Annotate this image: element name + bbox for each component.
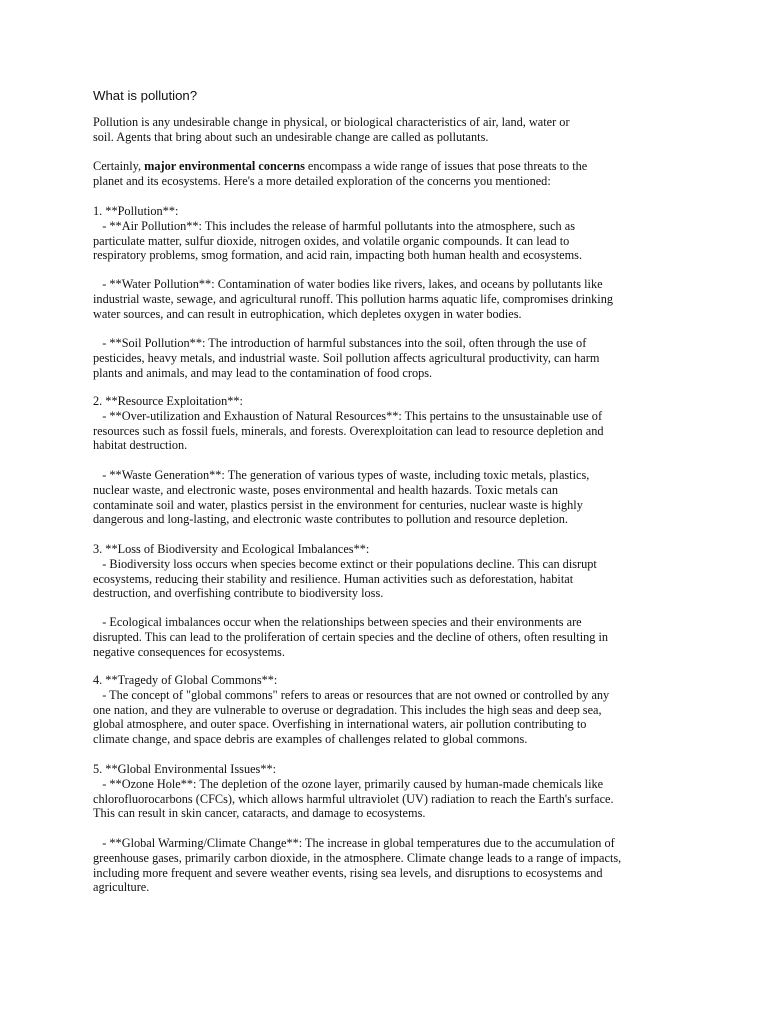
text-line: - **Global Warming/Climate Change**: The increase in global temperatures due to the accumulation of xyxy=(93,836,615,850)
text-line: negative consequences for ecosystems. xyxy=(93,644,285,659)
bold-phrase: major environmental concerns xyxy=(144,159,305,173)
text-line: agriculture. xyxy=(93,880,150,895)
text-line: greenhouse gases, primarily carbon dioxide, in the atmosphere. Climate change leads to a range of impacts, xyxy=(93,850,622,865)
text-line: - The concept of "global commons" refers to areas or resources that are not owned or controlled by any xyxy=(93,687,610,702)
text-line: - **Water Pollution**: Contamination of water bodies like rivers, lakes, and oceans by pollutants like xyxy=(93,277,603,291)
text-line: soil. Agents that bring about such an undesirable change are called as pollutants. xyxy=(93,129,489,144)
intro-paragraph xyxy=(93,159,693,189)
text-line: disrupted. This can lead to the proliferation of certain species and the decline of others, often resulting in xyxy=(93,629,609,644)
text-line: - **Waste Generation**: The generation of various types of waste, including toxic metals, plastics, xyxy=(93,468,590,482)
section-resource-exploitation xyxy=(93,394,693,453)
section-heading: 4. **Tragedy of Global Commons**: xyxy=(93,673,278,687)
section-global-commons xyxy=(93,673,693,747)
section-heading: 2. **Resource Exploitation**: xyxy=(93,394,243,408)
text-line: global atmosphere, and outer space. Overfishing in international waters, air pollution contributing to xyxy=(93,717,587,732)
text-line: This can result in skin cancer, cataracts, and damage to ecosystems. xyxy=(93,806,426,821)
text-line: habitat destruction. xyxy=(93,438,188,453)
text-line: chlorofluorocarbons (CFCs), which allows harmful ultraviolet (UV) radiation to reach the Earth's surface. xyxy=(93,791,614,806)
text-line: plants and animals, and may lead to the contamination of food crops. xyxy=(93,365,433,380)
soil-pollution-paragraph xyxy=(93,336,693,380)
water-pollution-paragraph xyxy=(93,277,693,321)
page-title: What is pollution? xyxy=(93,88,198,103)
section-global-issues xyxy=(93,762,693,821)
text-line: ecosystems, reducing their stability and resilience. Human activities such as deforestation, habitat xyxy=(93,571,574,586)
text-line: respiratory problems, smog formation, and acid rain, impacting both human health and ecosystems. xyxy=(93,248,583,263)
text-line: water sources, and can result in eutrophication, which depletes oxygen in water bodies. xyxy=(93,306,522,321)
text-line: one nation, and they are vulnerable to overuse or degradation. This includes the high seas and deep sea, xyxy=(93,702,602,717)
section-heading: 5. **Global Environmental Issues**: xyxy=(93,762,277,776)
text-line: Pollution is any undesirable change in physical, or biological characteristics of air, land, water or xyxy=(93,115,570,129)
text-line: resources such as fossil fuels, minerals, and forests. Overexploitation can lead to resource depletion and xyxy=(93,423,604,438)
text-line: particulate matter, sulfur dioxide, nitrogen oxides, and volatile organic compounds. It can lead to xyxy=(93,233,570,248)
section-heading: 3. **Loss of Biodiversity and Ecological Imbalances**: xyxy=(93,542,370,556)
text-line: contaminate soil and water, plastics persist in the environment for centuries, nuclear waste is highly xyxy=(93,497,583,512)
global-warming-paragraph xyxy=(93,836,693,895)
text-line: dangerous and long-lasting, and electronic waste contributes to pollution and resource depletion. xyxy=(93,512,569,527)
text-line: - Biodiversity loss occurs when species become extinct or their populations decline. This can disrupt xyxy=(93,556,597,571)
text-line: pesticides, heavy metals, and industrial waste. Soil pollution affects agricultural productivity, can harm xyxy=(93,350,600,365)
text-line: - Ecological imbalances occur when the relationships between species and their environments are xyxy=(93,615,582,629)
text-line: Certainly, major environmental concerns encompass a wide range of issues that pose threats to the xyxy=(93,159,588,173)
waste-generation-paragraph xyxy=(93,468,693,527)
definition-paragraph xyxy=(93,115,693,145)
section-pollution xyxy=(93,204,693,263)
section-biodiversity xyxy=(93,542,693,601)
text-line: nuclear waste, and electronic waste, poses environmental and health hazards. Toxic metals can xyxy=(93,482,558,497)
text-line: climate change, and space debris are examples of challenges related to global commons. xyxy=(93,732,528,746)
text-line: - **Over-utilization and Exhaustion of Natural Resources**: This pertains to the unsustainable use of xyxy=(93,408,603,423)
text-line: including more frequent and severe weather events, rising sea levels, and disruptions to ecosystems and xyxy=(93,865,603,880)
text-line: destruction, and overfishing contribute to biodiversity loss. xyxy=(93,586,384,601)
text-line: - **Air Pollution**: This includes the release of harmful pollutants into the atmosphere, such as xyxy=(93,218,575,233)
text-line: planet and its ecosystems. Here's a more detailed exploration of the concerns you mentioned: xyxy=(93,173,551,188)
text-line: - **Ozone Hole**: The depletion of the ozone layer, primarily caused by human-made chemicals like xyxy=(93,776,604,791)
section-heading: 1. **Pollution**: xyxy=(93,204,179,218)
text-line: industrial waste, sewage, and agricultural runoff. This pollution harms aquatic life, compromises drinking xyxy=(93,291,613,306)
text-line: - **Soil Pollution**: The introduction of harmful substances into the soil, often through the use of xyxy=(93,336,587,350)
ecological-imbalance-paragraph xyxy=(93,615,693,659)
